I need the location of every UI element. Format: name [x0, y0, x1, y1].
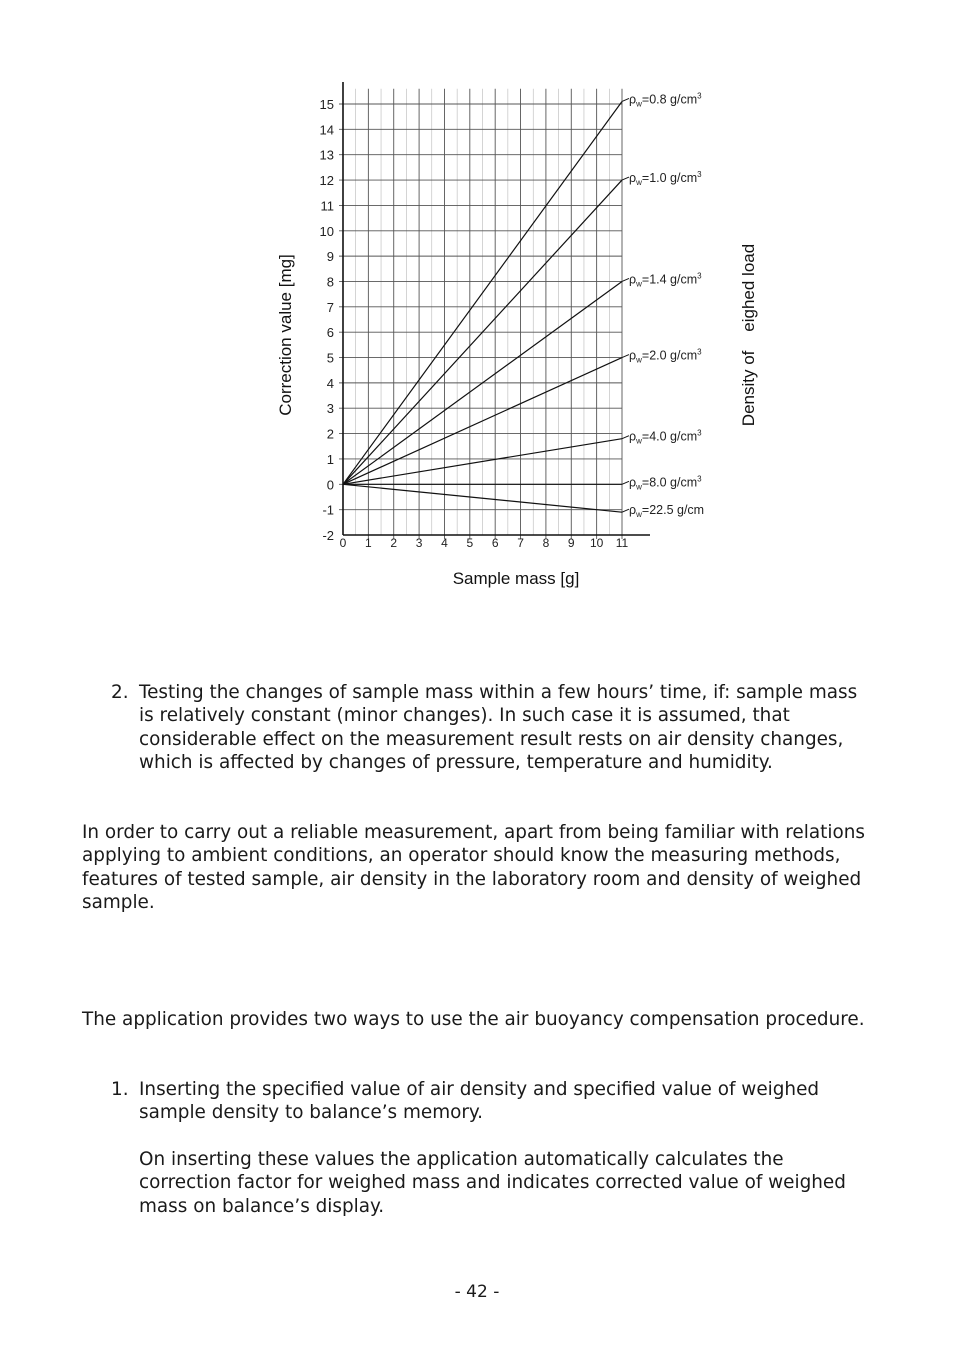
- y-tick-label: 8: [326, 274, 334, 290]
- y-tick-label: -2: [322, 528, 334, 543]
- list-number-2: 2.: [111, 682, 129, 703]
- list-item-1-subtext: On inserting these values the application automatically calculates the correction factor for weighed mass and indicates corrected value of weighed mass on balance’s display.: [139, 1149, 846, 1217]
- x-tick-label: 3: [415, 536, 423, 550]
- x-tick-label: 4: [441, 536, 448, 550]
- y-tick-label: 1: [326, 451, 334, 467]
- series-leader: [622, 436, 629, 439]
- x-tick-label: 0: [339, 536, 347, 550]
- series-label: $\rho_w=1.0$ $g/cm^3$: [629, 170, 702, 188]
- y-tick-label: 0: [326, 477, 334, 493]
- x-tick-label: 9: [567, 536, 575, 550]
- x-tick-label: 11: [615, 536, 629, 550]
- series-leader: [622, 177, 629, 180]
- list-item-1-text: Inserting the specified value of air density and specified value of weighed sample density to balance’s memory.: [139, 1079, 820, 1124]
- right-axis-title: Density of eighed load: [739, 243, 758, 427]
- y-tick-label: 4: [326, 375, 334, 391]
- y-tick-label: 13: [319, 147, 334, 163]
- x-tick-label: 6: [491, 536, 499, 550]
- correction-chart: [0, 0, 954, 620]
- y-tick-label: 7: [326, 299, 334, 315]
- x-tick-label: 10: [589, 536, 604, 550]
- paragraph-application-ways: The application provides two ways to use the air buoyancy compensation procedure.: [82, 1009, 865, 1030]
- series-label: $\rho_w=4.0$ $g/cm^3$: [629, 428, 702, 446]
- series-label: $\rho_w=22.5$ g/cm: [629, 503, 705, 520]
- series-leader: [622, 509, 629, 512]
- x-axis-title: Sample mass [g]: [452, 569, 580, 588]
- series-leader: [622, 481, 629, 484]
- x-tick-label: 8: [542, 536, 550, 550]
- y-tick-label: 3: [326, 401, 334, 417]
- paragraph-reliable-measurement: In order to carry out a reliable measurement, apart from being familiar with relations applying to ambient conditions, an operator should know the measuring methods, features of tested sample, air density in the laboratory room and density of weighed sample.: [82, 822, 865, 914]
- y-tick-label: 6: [326, 325, 334, 341]
- list-number-1: 1.: [111, 1079, 129, 1100]
- y-tick-label: 10: [319, 223, 334, 239]
- series-leader: [622, 98, 629, 101]
- series-label: $\rho_w=0.8$ $g/cm^3$: [629, 91, 702, 109]
- x-tick-label: 1: [365, 536, 372, 550]
- series-leader: [622, 355, 629, 358]
- series-label: $\rho_w=2.0$ $g/cm^3$: [629, 347, 702, 365]
- chart-grid: [339, 89, 622, 539]
- y-tick-label: 2: [326, 426, 334, 442]
- x-tick-label: 5: [466, 536, 474, 550]
- y-axis-title: Correction value [mg]: [276, 254, 295, 416]
- chart-labels: [622, 91, 704, 519]
- y-tick-label: 11: [320, 198, 334, 214]
- y-tick-label: 14: [319, 122, 334, 138]
- y-tick-label: -1: [322, 502, 334, 518]
- x-tick-label: 7: [517, 536, 524, 550]
- y-tick-label: 5: [326, 350, 334, 366]
- list-item-2-text: Testing the changes of sample mass within a few hours’ time, if: sample mass is relatively constant (minor changes). In such case it is assumed, that considerable effect on the measurement result rests on air density changes, which is affected by changes of pressure, temperature and humidity.: [139, 682, 858, 774]
- y-tick-label: 9: [326, 249, 334, 265]
- x-tick-label: 2: [390, 536, 398, 550]
- page-number: - 42 -: [454, 1282, 500, 1302]
- series-leader: [622, 278, 629, 281]
- y-tick-label: 12: [319, 173, 334, 189]
- series-label: $\rho_w=1.4$ $g/cm^3$: [629, 271, 702, 289]
- series-label: $\rho_w=8.0$ $g/cm^3$: [629, 474, 702, 492]
- y-tick-label: 15: [319, 97, 334, 112]
